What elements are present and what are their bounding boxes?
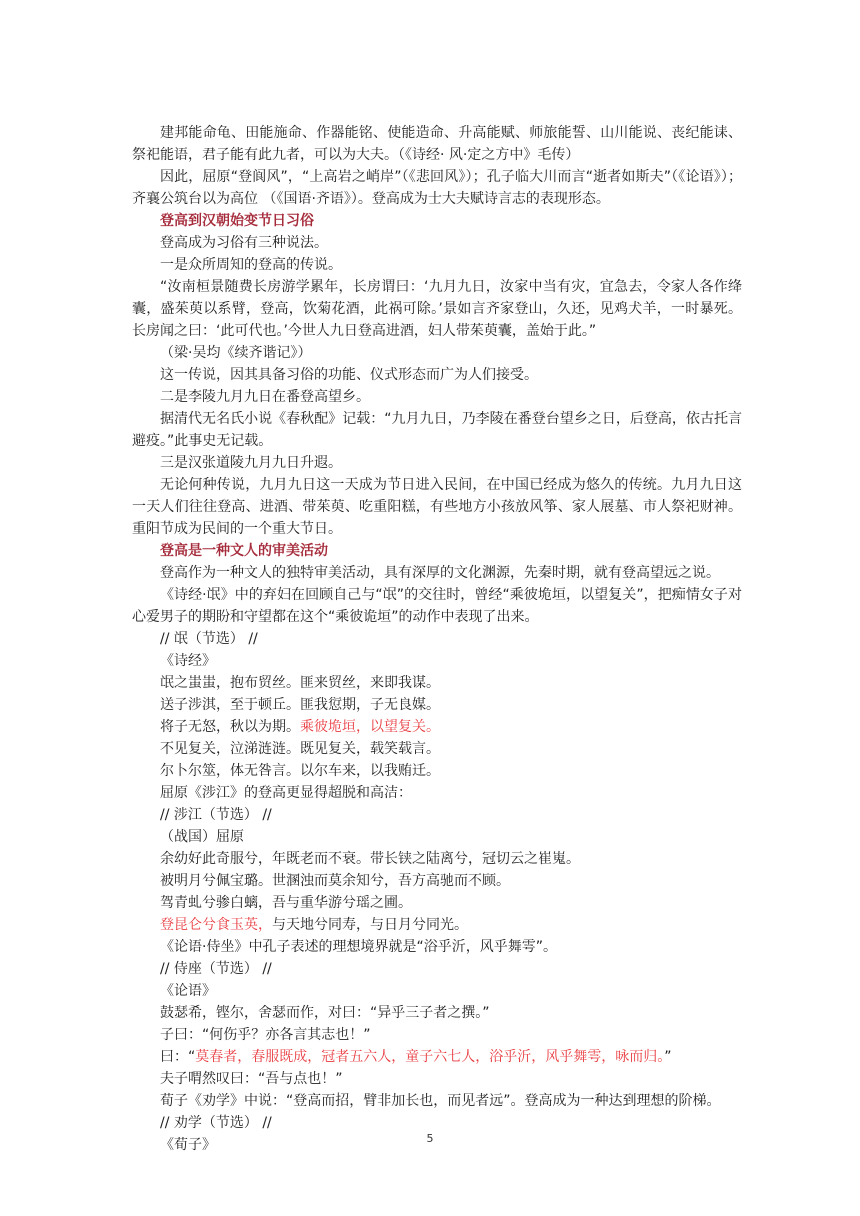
paragraph	[132, 848, 742, 870]
paragraph-text: （战国）屈原	[160, 829, 244, 845]
paragraph	[132, 166, 742, 210]
paragraph-text: 登高到汉朝始变节日习俗	[160, 213, 314, 229]
paragraph	[132, 342, 742, 364]
paragraph	[132, 276, 742, 342]
paragraph-text: 《论语·侍坐》中孔子表述的理想境界就是“浴乎沂，风乎舞雩”。	[160, 939, 557, 955]
paragraph	[132, 716, 742, 738]
paragraph-text: 《荀子》	[160, 1137, 216, 1153]
paragraph	[132, 386, 742, 408]
paragraph	[132, 584, 742, 628]
paragraph-text: 余幼好此奇服兮，年既老而不衰。带长铗之陆离兮，冠切云之崔嵬。	[160, 851, 580, 867]
paragraph-text: // 侍座（节选） //	[160, 961, 272, 977]
paragraph-text: 驾青虬兮骖白螭，吾与重华游兮瑶之圃。	[160, 895, 412, 911]
paragraph	[132, 562, 742, 584]
paragraph-text: 荀子《劝学》中说：“登高而招，臂非加长也，而见者远”。登高成为一种达到理想的阶梯。	[160, 1093, 721, 1109]
paragraph	[132, 804, 742, 826]
paragraph	[132, 364, 742, 386]
paragraph-text: 子曰：“何伤乎？亦各言其志也！”	[160, 1027, 371, 1043]
paragraph-text: 尔卜尔筮，体无咎言。以尔车来，以我贿迁。	[160, 763, 440, 779]
paragraph-text: “汝南桓景随费长房游学累年，长房谓曰：‘九月九日，汝家中当有灾，宜急去，令家人各作绛囊，盛茱萸以系臂，登高，饮菊花酒，此祸可除。’景如言齐家登山，久还，见鸡犬羊，一时暴死。长房闻之曰：‘此可代也。’今世人九日登高进酒，妇人带茱萸囊，盖始于此。”	[132, 279, 742, 339]
paragraph-text: 送子涉淇，至于顿丘。匪我愆期，子无良媒。	[160, 697, 440, 713]
paragraph	[132, 936, 742, 958]
paragraph	[132, 1090, 742, 1112]
paragraph-text: 二是李陵九月九日在番登高望乡。	[160, 389, 370, 405]
paragraph	[132, 782, 742, 804]
paragraph	[132, 1002, 742, 1024]
paragraph	[132, 760, 742, 782]
paragraph-text: 被明月兮佩宝璐。世溷浊而莫余知兮，吾方高驰而不顾。	[160, 873, 510, 889]
paragraph	[132, 1068, 742, 1090]
paragraph-text: 登高成为习俗有三种说法。	[160, 235, 328, 251]
paragraph-text: 鼓瑟希，铿尔，舍瑟而作，对曰：“异乎三子者之撰。”	[160, 1005, 490, 1021]
paragraph	[132, 870, 742, 892]
paragraph-text: 将子无怒，秋以为期。	[160, 719, 300, 735]
paragraph	[132, 1112, 742, 1134]
paragraph-text: 因此，屈原“登阆风”，“上高岩之峭岸”（《悲回风》）；孔子临大川而言“逝者如斯夫”（《论语》）；齐襄公筑台以为高位 （《国语·齐语》）。登高成为士大夫赋诗言志的表现形态。	[132, 169, 742, 207]
paragraph-text: 三是汉张道陵九月九日升遐。	[160, 455, 342, 471]
paragraph-text: 夫子喟然叹曰：“吾与点也！”	[160, 1071, 343, 1087]
paragraph	[132, 628, 742, 650]
paragraph	[132, 254, 742, 276]
paragraph-text: 《论语》	[160, 983, 216, 999]
paragraph	[132, 958, 742, 980]
paragraph	[132, 914, 742, 936]
paragraph-text: // 涉江（节选） //	[160, 807, 272, 823]
paragraph	[132, 1046, 742, 1068]
paragraph-text: 氓之蚩蚩，抱布贸丝。匪来贸丝，来即我谋。	[160, 675, 440, 691]
paragraph-text: // 劝学（节选） //	[160, 1115, 272, 1131]
paragraph-text: 不见复关，泣涕涟涟。既见复关，载笑载言。	[160, 741, 440, 757]
highlighted-text: 乘彼垝垣，以望复关。	[300, 719, 440, 735]
paragraph-text: 登高作为一种文人的独特审美活动，具有深厚的文化渊源，先秦时期，就有登高望远之说。	[160, 565, 720, 581]
paragraph	[132, 122, 742, 166]
highlighted-text: 莫春者，春服既成，冠者五六人，童子六七人，浴乎沂，风乎舞雩，咏而归。	[195, 1049, 665, 1065]
paragraph-text: 《诗经》	[160, 653, 216, 669]
paragraph-text: 登高是一种文人的审美活动	[160, 543, 328, 559]
paragraph	[132, 1024, 742, 1046]
paragraph-text: 曰：“	[160, 1049, 196, 1065]
paragraph-text-after: ”	[664, 1049, 672, 1065]
paragraph-text: 建邦能命龟、田能施命、作器能铭、使能造命、升高能赋、师旅能誓、山川能说、丧纪能诔、祭祀能语，君子能有此九者，可以为大夫。（《诗经· 风·定之方中》毛传）	[132, 125, 742, 163]
paragraph	[132, 232, 742, 254]
paragraph	[132, 408, 742, 452]
paragraph-text: （梁·吴均《续齐谐记》）	[160, 345, 312, 361]
section-heading	[132, 540, 742, 562]
paragraph-text: // 氓（节选） //	[160, 631, 258, 647]
document-body	[132, 122, 742, 1156]
paragraph-text: 《诗经·氓》中的弃妇在回顾自己与“氓”的交往时，曾经“乘彼垝垣，以望复关”，把痴情女子对心爱男子的期盼和守望都在这个“乘彼诡垣”的动作中表现了出来。	[132, 587, 742, 625]
paragraph	[132, 738, 742, 760]
paragraph-text: 这一传说，因其具备习俗的功能、仪式形态而广为人们接受。	[160, 367, 538, 383]
paragraph	[132, 826, 742, 848]
paragraph	[132, 474, 742, 540]
paragraph-text: 屈原《涉江》的登高更显得超脱和高洁：	[160, 785, 412, 801]
section-heading	[132, 210, 742, 232]
paragraph	[132, 650, 742, 672]
paragraph	[132, 694, 742, 716]
paragraph	[132, 452, 742, 474]
paragraph-text-after: 与天地兮同寿，与日月兮同光。	[272, 917, 468, 933]
highlighted-text: 登昆仑兮食玉英，	[160, 917, 272, 933]
paragraph	[132, 892, 742, 914]
paragraph	[132, 980, 742, 1002]
page-number: 5	[426, 1132, 434, 1145]
paragraph	[132, 672, 742, 694]
paragraph-text: 据清代无名氏小说《春秋配》记载：“九月九日，乃李陵在番登台望乡之日，后登高，依古托言避疫。”此事史无记载。	[132, 411, 742, 449]
paragraph-text: 一是众所周知的登高的传说。	[160, 257, 342, 273]
paragraph-text: 无论何种传说，九月九日这一天成为节日进入民间，在中国已经成为悠久的传统。九月九日这一天人们往往登高、进酒、带茱萸、吃重阳糕，有些地方小孩放风筝、家人展墓、市人祭祀财神。重阳节成为民间的一个重大节日。	[132, 477, 742, 537]
